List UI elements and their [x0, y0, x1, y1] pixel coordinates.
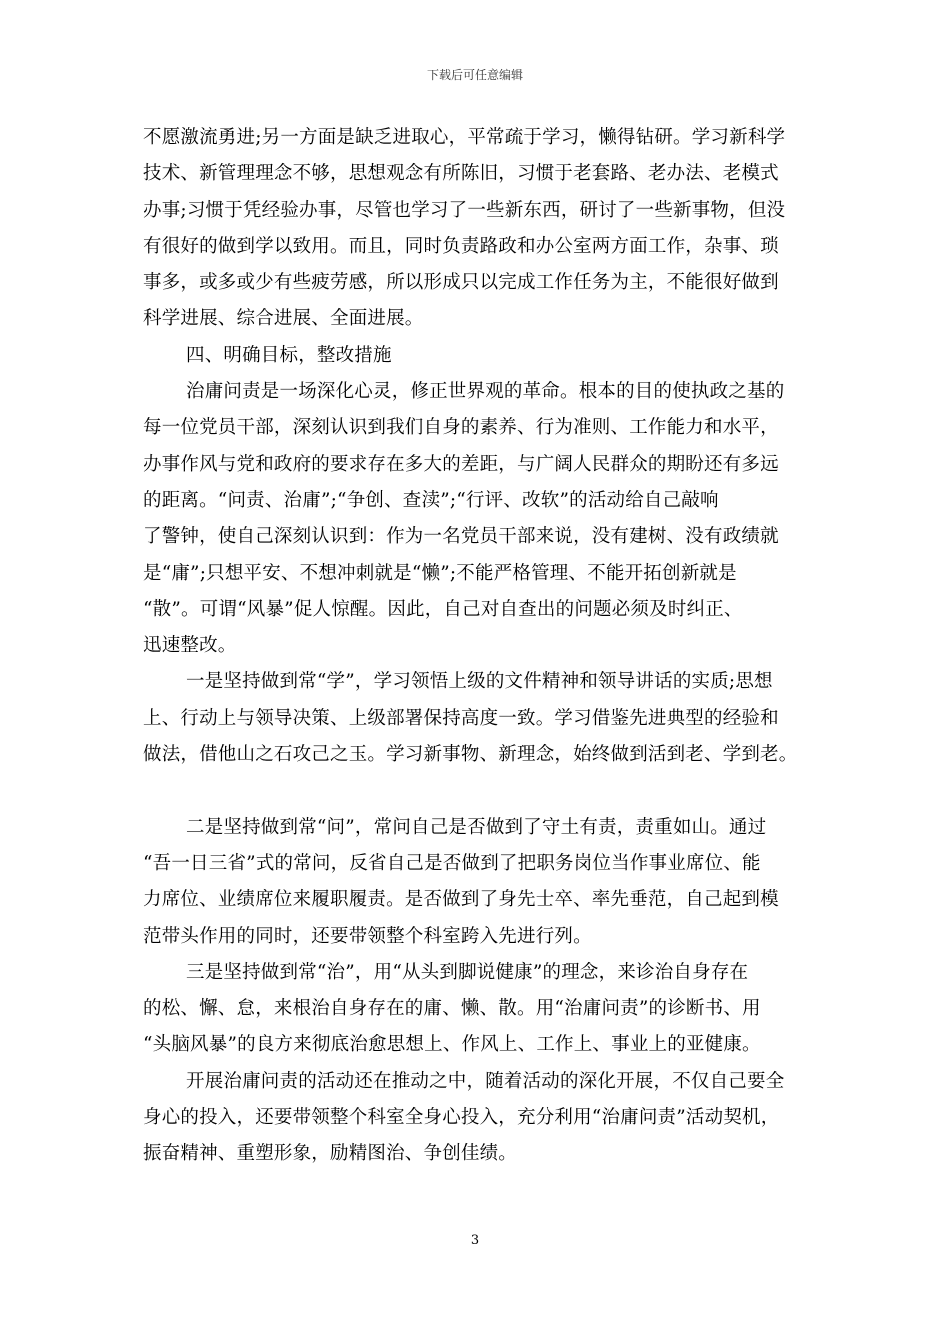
body-line: “吾一日三省”式的常问，反省自己是否做到了把职务岗位当作事业席位、能: [143, 852, 761, 874]
body-line: 技术、新管理理念不够，思想观念有所陈旧，习惯于老套路、老办法、老模式: [143, 163, 779, 185]
section-heading: 四、明确目标，整改措施: [186, 344, 392, 366]
body-line: 每一位党员干部，深刻认识到我们自身的素养、行为准则、工作能力和水平，: [143, 417, 779, 439]
document-body: [143, 120, 823, 1173]
body-line: “头脑风暴”的良方来彻底治愈思想上、作风上、工作上、事业上的亚健康。: [143, 1034, 761, 1056]
body-line: 身心的投入，还要带领整个科室全身心投入，充分利用“治庸问责”活动契机，: [143, 1107, 780, 1129]
body-line: “散”。可谓“风暴”促人惊醒。因此，自己对自查出的问题必须及时纠正、: [143, 598, 743, 620]
body-line: 事多，或多或少有些疲劳感，所以形成只以完成工作任务为主，不能很好做到: [143, 272, 779, 294]
body-line: 力席位、业绩席位来履职履责。是否做到了身先士卒、率先垂范，自己起到模: [143, 889, 779, 911]
body-line: 迅速整改。: [143, 635, 237, 657]
body-line: 三是坚持做到常“治”，用“从头到脚说健康”的理念，来诊治自身存在: [186, 961, 749, 983]
page-number: 3: [470, 1233, 480, 1248]
body-line: 有很好的做到学以致用。而且，同时负责路政和办公室两方面工作，杂事、琐: [143, 235, 779, 257]
body-line: 治庸问责是一场深化心灵，修正世界观的革命。根本的目的使执政之基的: [186, 381, 785, 403]
page-header: 下载后可任意编辑: [426, 68, 523, 82]
body-line: 开展治庸问责的活动还在推动之中，随着活动的深化开展，不仅自己要全: [186, 1070, 785, 1092]
body-line: 一是坚持做到常“学”，学习领悟上级的文件精神和领导讲话的实质;思想: [186, 671, 773, 693]
body-line: 做法，借他山之石攻己之玉。学习新事物、新理念，始终做到活到老、学到老。: [143, 744, 798, 766]
body-line: 科学进展、综合进展、全面进展。: [143, 308, 424, 330]
body-line: 振奋精神、重塑形象，励精图治、争创佳绩。: [143, 1143, 518, 1165]
body-line: 办事作风与党和政府的要求存在多大的差距，与广阔人民群众的期盼还有多远: [143, 453, 779, 475]
body-line: 范带头作用的同时，还要带领整个科室跨入先进行列。: [143, 925, 592, 947]
body-line: 是“庸”;只想平安、不想冲刺就是“懒”;不能严格管理、不能开拓创新就是: [143, 562, 737, 584]
body-line: 办事;习惯于凭经验办事，尽管也学习了一些新东西，研讨了一些新事物，但没: [143, 199, 786, 221]
paragraph-gap: [143, 773, 823, 809]
body-line: 的距离。“问责、治庸”;“争创、查渎”;“行评、改软”的活动给自己敲响: [143, 489, 719, 511]
body-line: 不愿激流勇进;另一方面是缺乏进取心，平常疏于学习，懒得钻研。学习新科学: [143, 127, 786, 148]
body-line: 的松、懈、怠，来根治自身存在的庸、懒、散。用“治庸问责”的诊断书、用: [143, 998, 761, 1020]
body-line: 二是坚持做到常“问”，常问自己是否做到了守土有责，责重如山。通过: [186, 816, 767, 838]
body-line: 了警钟，使自己深刻认识到：作为一名党员干部来说，没有建树、没有政绩就: [143, 526, 779, 548]
body-line: 上、行动上与领导决策、上级部署保持高度一致。学习借鉴先进典型的经验和: [143, 707, 779, 729]
